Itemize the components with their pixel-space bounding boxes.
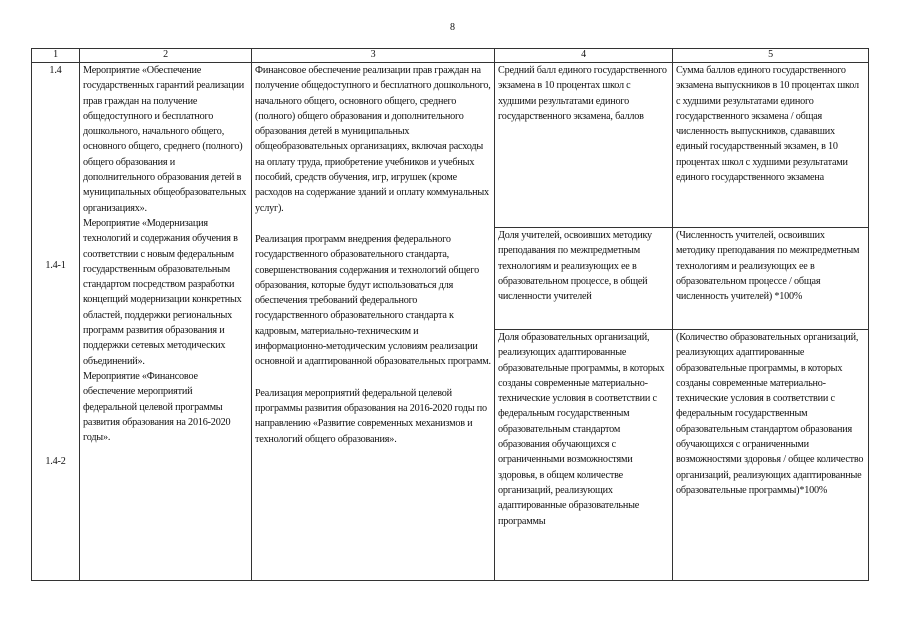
description-1-4: Финансовое обеспечение реализации прав граждан на получение общедоступного и бесплатного дошкольного, начального общего, основного общего, среднего (полного) общего образования и дополнительного образования детей в муниципальных общеобразовательных организациях, включая расходы на оплату труда, приобретение учебников и учебных пособий, средств обучения, игр, игрушек (кроме расходов на содержание зданий и оплату коммунальных услуг). bbox=[255, 65, 491, 214]
row-number-1-4: 1.4 bbox=[49, 65, 62, 76]
header-col-3: 3 bbox=[252, 49, 495, 63]
row-number-1-4-2: 1.4-2 bbox=[45, 455, 66, 467]
header-row bbox=[32, 49, 869, 63]
page-number: 8 bbox=[450, 22, 455, 33]
formula-cell-2: (Численность учителей, освоивших методику преподавания по межпредметным технологиям и реализующих ее в образовательном процессе / общая численность учителей) *100% bbox=[673, 228, 869, 330]
table-row bbox=[32, 63, 869, 228]
measure-1-4-1: Мероприятие «Модернизация технологий и содержания обучения в соответствии с новым федеральным государственным образовательным стандартом посредством разработки концепций модернизации конкретных областей, поддержки региональных программ развития образования и поддержки сетевых методических объединений». bbox=[83, 217, 242, 367]
indicator-cell-2: Доля учителей, освоивших методику преподавания по межпредметным технологиям и реализующих ее в образовательном процессе, в общей численности учителей bbox=[495, 228, 673, 330]
indicator-cell-3: Доля образовательных организаций, реализующих адаптированные образовательные программы, в которых созданы современные материально-технические условия в соответствии с федеральным государственным образовательным стандартом образования обучающихся с ограниченными возможностями здоровья, в общем количестве организаций, реализующих адаптированные образовательные программы bbox=[495, 330, 673, 581]
measure-1-4-2: Мероприятие «Финансовое обеспечение мероприятий федеральной целевой программы развития образования на 2016-2020 годы». bbox=[83, 370, 231, 444]
description-1-4-1: Реализация программ внедрения федерального государственного образовательного стандарта, совершенствования содержания и технологий общего образования, которые будут использоваться для обеспечения требований федерального государственного образовательного стандарта к кадровым, материально-техническим и информационно-методическим условиям реализации основной и адаптированной образовательных программ. bbox=[255, 233, 491, 368]
header-col-1: 1 bbox=[32, 49, 80, 63]
measures-table bbox=[31, 48, 869, 581]
row-numbers-cell bbox=[32, 63, 80, 581]
description-1-4-2: Реализация мероприятий федеральной целевой программы развития образования на 2016-2020 годы по направлению «Развитие современных механизмов и технологий общего образования». bbox=[255, 387, 487, 445]
header-col-5: 5 bbox=[673, 49, 869, 63]
measure-cell bbox=[80, 63, 252, 581]
row-number-1-4-1: 1.4-1 bbox=[45, 260, 66, 272]
header-col-4: 4 bbox=[495, 49, 673, 63]
formula-cell-1: Сумма баллов единого государственного экзамена выпускников в 10 процентах школ с худшими результатами единого государственного экзамена / общая численность выпускников, сдававших единый государственный экзамен, в 10 процентах школ с худшими результатами единого государственного экзамена bbox=[673, 63, 869, 228]
indicator-cell-1: Средний балл единого государственного экзамена в 10 процентах школ с худшими результатами единого государственного экзамена, баллов bbox=[495, 63, 673, 228]
header-col-2: 2 bbox=[80, 49, 252, 63]
description-cell bbox=[252, 63, 495, 581]
measure-1-4: Мероприятие «Обеспечение государственных гарантий реализации прав граждан на получение общедоступного и бесплатного дошкольного, начального общего, основного общего, среднего (полного) общего образования и дополнительного образования детей в муниципальных общеобразовательных организациях». bbox=[83, 65, 247, 214]
formula-cell-3: (Количество образовательных организаций, реализующих адаптированные образовательные программы, в которых созданы современные материально-технические условия в соответствии с федеральным государственным образовательным стандартом образования обучающихся с ограниченными возможностями здоровья / общее количество организаций, реализующих адаптированные образовательные программы)*100% bbox=[673, 330, 869, 581]
